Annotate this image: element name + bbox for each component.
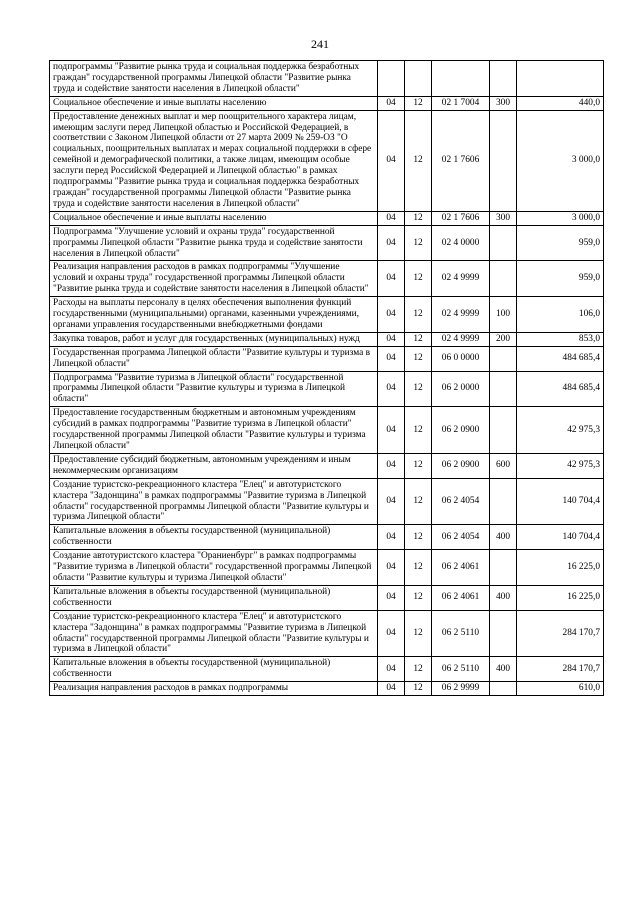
page-number: 241 bbox=[311, 37, 329, 51]
section-code: 04 bbox=[378, 657, 405, 682]
expense-type-code: 100 bbox=[490, 297, 517, 333]
subsection-code: 12 bbox=[405, 332, 432, 346]
target-article-code: 02 1 7004 bbox=[432, 96, 490, 110]
expense-type-code: 300 bbox=[490, 211, 517, 225]
subsection-code: 12 bbox=[405, 211, 432, 225]
amount-value: 284 170,7 bbox=[517, 657, 604, 682]
row-description: Социальное обеспечение и иные выплаты населению bbox=[50, 211, 378, 225]
expense-type-code bbox=[490, 225, 517, 261]
section-code bbox=[378, 61, 405, 97]
subsection-code: 12 bbox=[405, 110, 432, 211]
row-description: Государственная программа Липецкой области "Развитие культуры и туризма в Липецкой области" bbox=[50, 346, 378, 371]
amount-value: 42 975,3 bbox=[517, 453, 604, 478]
target-article-code: 06 2 0900 bbox=[432, 453, 490, 478]
target-article-code: 02 4 9999 bbox=[432, 261, 490, 297]
amount-value: 42 975,3 bbox=[517, 407, 604, 454]
target-article-code: 06 2 4061 bbox=[432, 550, 490, 586]
table-row bbox=[50, 682, 604, 696]
table-row bbox=[50, 261, 604, 297]
table-row bbox=[50, 371, 604, 407]
amount-value: 106,0 bbox=[517, 297, 604, 333]
expense-type-code bbox=[490, 261, 517, 297]
amount-value: 484 685,4 bbox=[517, 346, 604, 371]
subsection-code: 12 bbox=[405, 610, 432, 657]
row-description: Социальное обеспечение и иные выплаты населению bbox=[50, 96, 378, 110]
target-article-code: 02 1 7606 bbox=[432, 110, 490, 211]
target-article-code: 06 2 5110 bbox=[432, 657, 490, 682]
row-description: Реализация направления расходов в рамках подпрограммы bbox=[50, 682, 378, 696]
amount-value: 284 170,7 bbox=[517, 610, 604, 657]
amount-value: 440,0 bbox=[517, 96, 604, 110]
subsection-code bbox=[405, 61, 432, 97]
row-description: Предоставление государственным бюджетным и автономным учреждениям субсидий в рамках подпрограммы "Развитие туризма в Липецкой области" государственной программы Липецкой области "Развитие культуры и туризма Липецкой области" bbox=[50, 407, 378, 454]
expense-type-code: 600 bbox=[490, 453, 517, 478]
target-article-code: 06 2 4054 bbox=[432, 525, 490, 550]
amount-value: 959,0 bbox=[517, 225, 604, 261]
target-article-code bbox=[432, 61, 490, 97]
expense-type-code bbox=[490, 110, 517, 211]
section-code: 04 bbox=[378, 346, 405, 371]
table-row bbox=[50, 550, 604, 586]
table-row bbox=[50, 525, 604, 550]
section-code: 04 bbox=[378, 682, 405, 696]
section-code: 04 bbox=[378, 478, 405, 525]
amount-value: 16 225,0 bbox=[517, 585, 604, 610]
subsection-code: 12 bbox=[405, 346, 432, 371]
table-row bbox=[50, 225, 604, 261]
subsection-code: 12 bbox=[405, 525, 432, 550]
table-row bbox=[50, 61, 604, 97]
amount-value: 140 704,4 bbox=[517, 525, 604, 550]
section-code: 04 bbox=[378, 610, 405, 657]
expense-type-code: 400 bbox=[490, 657, 517, 682]
target-article-code: 02 1 7606 bbox=[432, 211, 490, 225]
section-code: 04 bbox=[378, 407, 405, 454]
section-code: 04 bbox=[378, 550, 405, 586]
expense-type-code bbox=[490, 550, 517, 586]
table-row bbox=[50, 585, 604, 610]
subsection-code: 12 bbox=[405, 682, 432, 696]
expense-type-code: 400 bbox=[490, 585, 517, 610]
target-article-code: 02 4 9999 bbox=[432, 297, 490, 333]
amount-value: 140 704,4 bbox=[517, 478, 604, 525]
target-article-code: 06 2 4054 bbox=[432, 478, 490, 525]
section-code: 04 bbox=[378, 525, 405, 550]
amount-value: 959,0 bbox=[517, 261, 604, 297]
row-description: Капитальные вложения в объекты государственной (муниципальной) собственности bbox=[50, 657, 378, 682]
subsection-code: 12 bbox=[405, 407, 432, 454]
amount-value: 610,0 bbox=[517, 682, 604, 696]
row-description: Расходы на выплаты персоналу в целях обеспечения выполнения функций государственными (муниципальными) органами, казенными учреждениями, органами управления государственными внебюджетными фондами bbox=[50, 297, 378, 333]
expense-type-code bbox=[490, 682, 517, 696]
budget-table bbox=[49, 60, 604, 696]
expense-type-code: 400 bbox=[490, 525, 517, 550]
row-description: Капитальные вложения в объекты государственной (муниципальной) собственности bbox=[50, 585, 378, 610]
expense-type-code: 200 bbox=[490, 332, 517, 346]
target-article-code: 06 0 0000 bbox=[432, 346, 490, 371]
target-article-code: 06 2 0900 bbox=[432, 407, 490, 454]
table-row bbox=[50, 407, 604, 454]
target-article-code: 02 4 9999 bbox=[432, 332, 490, 346]
amount-value: 3 000,0 bbox=[517, 110, 604, 211]
subsection-code: 12 bbox=[405, 657, 432, 682]
subsection-code: 12 bbox=[405, 585, 432, 610]
subsection-code: 12 bbox=[405, 371, 432, 407]
target-article-code: 02 4 0000 bbox=[432, 225, 490, 261]
table-row bbox=[50, 478, 604, 525]
table-row bbox=[50, 211, 604, 225]
expense-type-code bbox=[490, 610, 517, 657]
subsection-code: 12 bbox=[405, 478, 432, 525]
table-row bbox=[50, 657, 604, 682]
target-article-code: 06 2 5110 bbox=[432, 610, 490, 657]
table-row bbox=[50, 110, 604, 211]
subsection-code: 12 bbox=[405, 261, 432, 297]
target-article-code: 06 2 9999 bbox=[432, 682, 490, 696]
budget-table-body bbox=[50, 61, 604, 696]
section-code: 04 bbox=[378, 585, 405, 610]
table-row bbox=[50, 453, 604, 478]
expense-type-code bbox=[490, 407, 517, 454]
target-article-code: 06 2 4061 bbox=[432, 585, 490, 610]
subsection-code: 12 bbox=[405, 550, 432, 586]
section-code: 04 bbox=[378, 297, 405, 333]
expense-type-code bbox=[490, 371, 517, 407]
subsection-code: 12 bbox=[405, 297, 432, 333]
row-description: Создание туристско-рекреационного кластера "Елец" и автотуристского кластера "Задонщина" в рамках подпрограммы "Развитие туризма в Липецкой области" государственной программы Липецкой области "Развитие культуры и туризма в Липецкой области" bbox=[50, 610, 378, 657]
row-description: Подпрограмма "Улучшение условий и охраны труда" государственной программы Липецкой области "Развитие рынка труда и содействие занятости населения в Липецкой области" bbox=[50, 225, 378, 261]
amount-value: 484 685,4 bbox=[517, 371, 604, 407]
table-row bbox=[50, 610, 604, 657]
row-description: Создание автотуристского кластера "Ораниенбург" в рамках подпрограммы "Развитие туризма в Липецкой области" государственной программы Липецкой области "Развитие культуры и туризма Липецкой области" bbox=[50, 550, 378, 586]
section-code: 04 bbox=[378, 261, 405, 297]
amount-value: 3 000,0 bbox=[517, 211, 604, 225]
row-description: Предоставление денежных выплат и мер поощрительного характера лицам, имеющим заслуги перед Липецкой областью и Российской Федерацией, в соответствии с Законом Липецкой области от 27 марта 2009 № 259-ОЗ "О социальных, поощрительных выплатах и мерах социальной поддержки в сфере семейной и демографической политики, а также лицам, имеющим особые заслуги перед Российской Федерацией и Липецкой областью" в рамках подпрограммы "Развитие рынка труда и социальная поддержка безработных граждан" государственной программы Липецкой области "Развитие рынка труда и содействие занятости населения в Липецкой области" bbox=[50, 110, 378, 211]
table-row bbox=[50, 96, 604, 110]
section-code: 04 bbox=[378, 225, 405, 261]
row-description: Закупка товаров, работ и услуг для государственных (муниципальных) нужд bbox=[50, 332, 378, 346]
expense-type-code bbox=[490, 478, 517, 525]
row-description: Подпрограмма "Развитие туризма в Липецкой области" государственной программы Липецкой области "Развитие культуры и туризма в Липецкой области" bbox=[50, 371, 378, 407]
amount-value: 16 225,0 bbox=[517, 550, 604, 586]
section-code: 04 bbox=[378, 332, 405, 346]
expense-type-code bbox=[490, 61, 517, 97]
section-code: 04 bbox=[378, 453, 405, 478]
section-code: 04 bbox=[378, 211, 405, 225]
row-description: подпрограммы "Развитие рынка труда и социальная поддержка безработных граждан" государственной программы Липецкой области "Развитие рынка труда и содействие занятости населения в Липецкой области" bbox=[50, 61, 378, 97]
table-row bbox=[50, 332, 604, 346]
row-description: Реализация направления расходов в рамках подпрограммы "Улучшение условий и охраны труда" государственной программы Липецкой области "Развитие рынка труда и содействие занятости населения в Липецкой области" bbox=[50, 261, 378, 297]
amount-value: 853,0 bbox=[517, 332, 604, 346]
table-row bbox=[50, 346, 604, 371]
row-description: Создание туристско-рекреационного кластера "Елец" и автотуристского кластера "Задонщина" в рамках подпрограммы "Развитие туризма в Липецкой области" государственной программы Липецкой области "Развитие культуры и туризма Липецкой области" bbox=[50, 478, 378, 525]
row-description: Предоставление субсидий бюджетным, автономным учреждениям и иным некоммерческим организациям bbox=[50, 453, 378, 478]
subsection-code: 12 bbox=[405, 453, 432, 478]
subsection-code: 12 bbox=[405, 96, 432, 110]
subsection-code: 12 bbox=[405, 225, 432, 261]
section-code: 04 bbox=[378, 96, 405, 110]
amount-value bbox=[517, 61, 604, 97]
target-article-code: 06 2 0000 bbox=[432, 371, 490, 407]
expense-type-code bbox=[490, 346, 517, 371]
table-row bbox=[50, 297, 604, 333]
row-description: Капитальные вложения в объекты государственной (муниципальной) собственности bbox=[50, 525, 378, 550]
section-code: 04 bbox=[378, 371, 405, 407]
section-code: 04 bbox=[378, 110, 405, 211]
expense-type-code: 300 bbox=[490, 96, 517, 110]
